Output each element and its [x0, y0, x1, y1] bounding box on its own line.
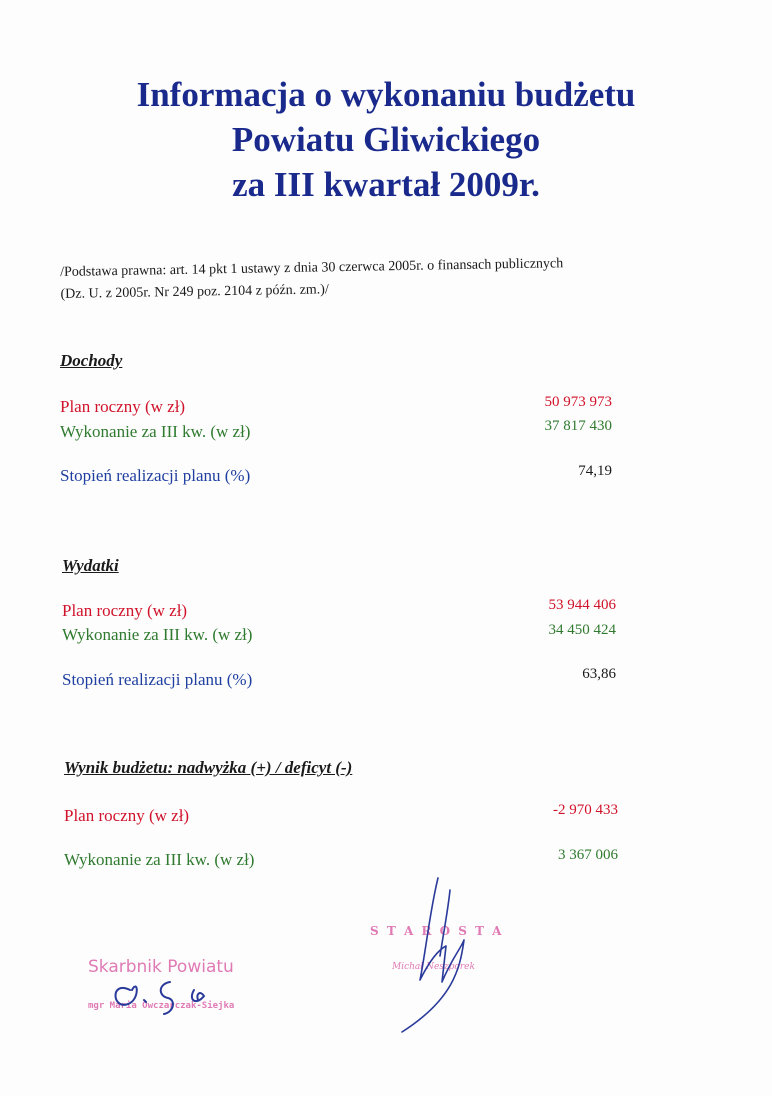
income-ratio-value: 74,19: [578, 463, 612, 479]
expenses-exec-label: Wykonanie za III kw. (w zł): [62, 625, 253, 644]
income-exec-value: 37 817 430: [544, 418, 612, 434]
legal-basis-line-1: /Podstawa prawna: art. 14 pkt 1 ustawy z dnia 30 czerwca 2005r. o finansach publicznych: [60, 256, 564, 280]
result-plan-value: -2 970 433: [553, 802, 618, 818]
title-line-2: Powiatu Gliwickiego: [231, 120, 541, 159]
result-exec-label: Wykonanie za III kw. (w zł): [64, 850, 255, 869]
income-exec-label: Wykonanie za III kw. (w zł): [60, 422, 251, 441]
expenses-heading: Wydatki: [62, 556, 119, 575]
legal-basis-line-2: (Dz. U. z 2005r. Nr 249 poz. 2104 z późn. zm.)/: [60, 282, 329, 302]
result-plan-label: Plan roczny (w zł): [64, 806, 190, 825]
title-line-3: za III kwartał 2009r.: [232, 165, 540, 204]
expenses-plan-value: 53 944 406: [548, 597, 616, 613]
starosta-name: Michał Neszporek: [392, 962, 475, 972]
expenses-exec-value: 34 450 424: [548, 622, 616, 638]
document-title: [0, 72, 772, 207]
starosta-signature: [390, 870, 490, 1040]
legal-basis: [60, 252, 661, 306]
treasurer-signature: [100, 960, 240, 1020]
income-ratio-label: Stopień realizacji planu (%): [60, 466, 251, 485]
treasurer-title: Skarbnik Powiatu: [88, 957, 234, 977]
expenses-ratio-label: Stopień realizacji planu (%): [62, 670, 253, 689]
starosta-title: S T A R O S T A: [370, 924, 504, 938]
result-exec-value: 3 367 006: [558, 847, 618, 863]
expenses-plan-label: Plan roczny (w zł): [62, 601, 188, 620]
treasurer-name: mgr Maria Owczarczak-Siejka: [88, 1001, 235, 1011]
income-plan-value: 50 973 973: [544, 394, 612, 410]
income-heading: Dochody: [60, 351, 123, 370]
result-heading: Wynik budżetu: nadwyżka (+) / deficyt (-): [64, 758, 353, 777]
expenses-ratio-value: 63,86: [582, 666, 616, 682]
income-plan-label: Plan roczny (w zł): [60, 397, 186, 416]
title-line-1: Informacja o wykonaniu budżetu: [136, 75, 636, 114]
